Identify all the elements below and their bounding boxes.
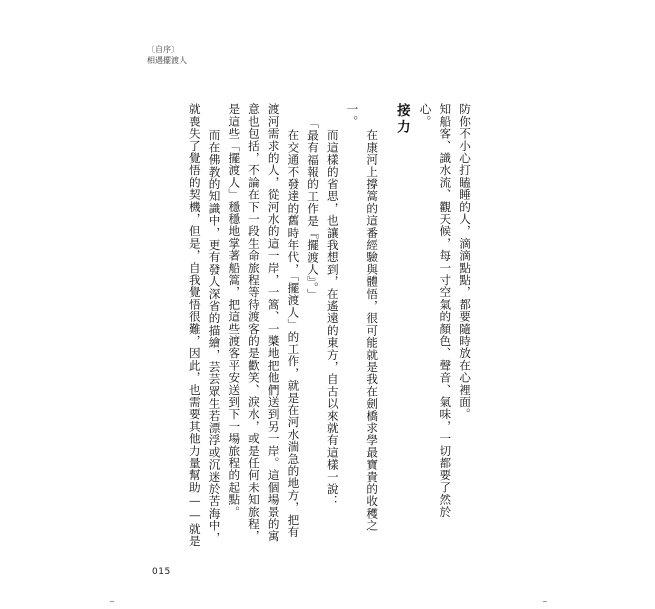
text-line: 意也包括，不論在下一段生命旅程等待渡客的是歡笑、淚水，或是任何未知旅程， [246,103,261,543]
body-text [150,103,474,565]
running-head-title: 相遇擺渡人 [147,56,187,65]
text-line: 心。 [418,103,433,128]
text-line: 知船客、識水流、觀天候，每一寸空氣的顏色、聲音、氣味，一切都要了然於 [438,103,453,518]
text-line: 就喪失了覺悟的契機，但是，自我覺悟很難，因此，也需要其他力量幫助——就是 [187,103,202,547]
text-line: 在康河上撐篙的這番經驗與體悟，很可能就是我在劍橋求學最寶貴的收穫之 [365,128,380,532]
text-line: 渡河需求的人，從河水的這一岸，一篙、一槳地把他們送到另一岸。這個場景的寓 [266,103,281,543]
text-line: 防你不小心打瞌睡的人，滴滴點點，都要隨時放在心裡面。 [458,103,472,421]
running-head-section: 〔自序〕 [147,45,179,54]
crop-mark [543,601,547,602]
running-head [147,44,187,66]
text-line: 在交通不發達的舊時年代，「擺渡人」的工作，就是在河水湍急的地方，把有 [286,128,301,538]
text-line: 而在佛教的知識中，更有發人深省的描繪，芸芸眾生若漂浮或沉迷於苦海中， [207,128,222,544]
page-number: 015 [152,567,171,577]
crop-mark [110,601,114,602]
section-heading: 接力 [393,103,410,136]
text-line: 而這樣的省思，也讓我想到，在遙遠的東方，自古以來就有這樣一說： [325,128,340,507]
quote-line: 「最有福報的工作是『擺渡人』。」 [306,116,321,301]
text-line: 是這些「擺渡人」穩穩地掌著船篙，把這些渡客平安送到下一場旅程的起點。 [227,103,242,518]
text-line: 一。 [345,103,360,128]
